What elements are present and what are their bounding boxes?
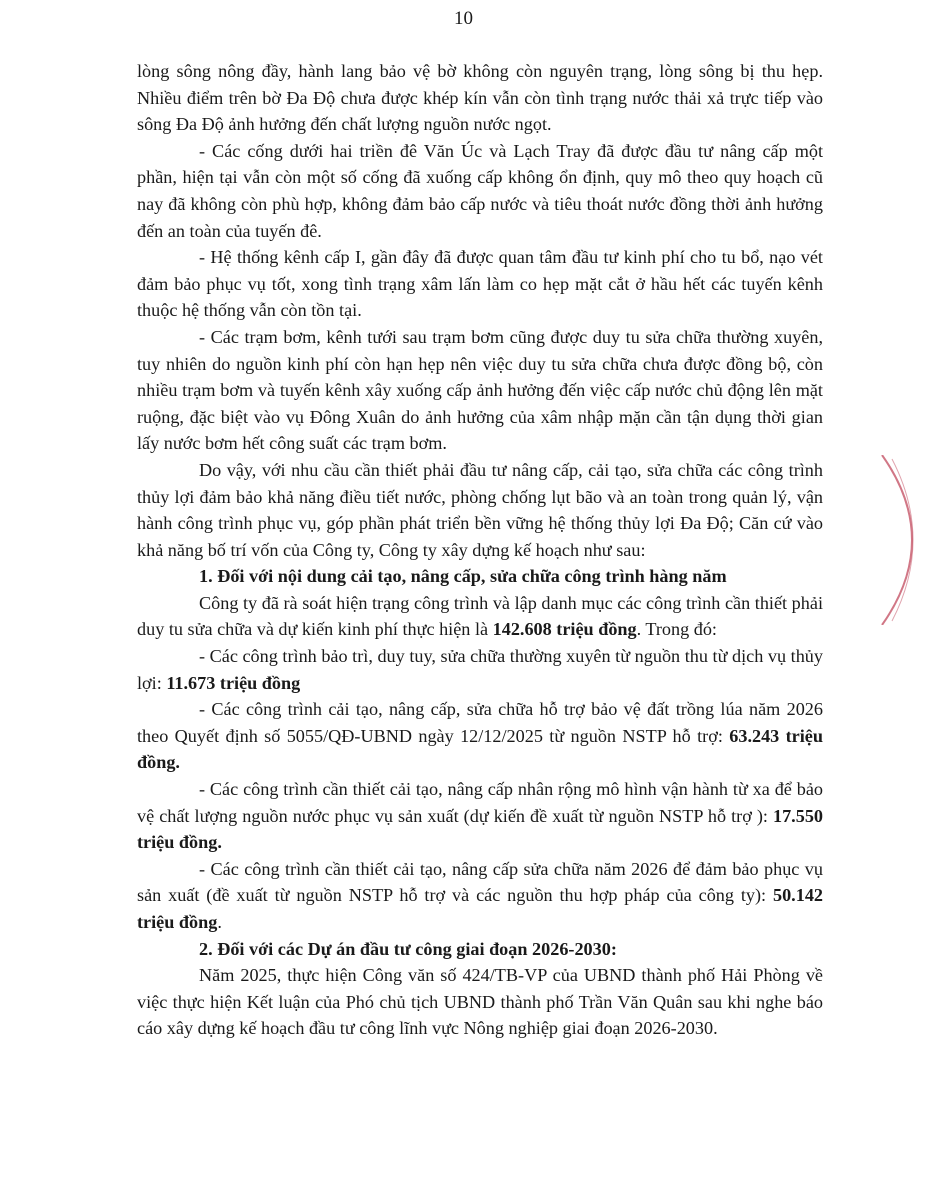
item-tail: . [217, 912, 222, 932]
heading-public-investment: 2. Đối với các Dự án đầu tư công giai đoạn 2026-2030: [199, 938, 617, 959]
item-text: - Các công trình cần thiết cải tạo, nâng cấp sửa chữa năm 2026 để đảm bảo phục vụ sản xuất (đề xuất từ nguồn NSTP hỗ trợ và các nguồn thu hợp pháp của công ty): [137, 858, 823, 906]
page-number: 10 [454, 8, 473, 29]
review-text: Công ty đã rà soát hiện trạng công trình và lập danh mục các công trình cần thiết phải duy tu sửa chữa và dự kiến kinh phí thực hiện là [137, 592, 823, 640]
paragraph-culverts: - Các cống dưới hai triền đê Văn Úc và Lạch Tray đã được đầu tư nâng cấp một phần, hiện tại vẫn còn một số cống đã xuống cấp không ổn định, quy mô theo quy hoạch cũ nay đã không còn phù hợp, không đảm bảo cấp nước và tiêu thoát nước đồng thời ảnh hưởng đến an toàn của tuyến đê. [137, 140, 823, 241]
paragraph-pump-stations: - Các trạm bơm, kênh tưới sau trạm bơm cũng được duy tu sửa chữa thường xuyên, tuy nhiên do nguồn kinh phí còn hạn hẹp nên việc duy tu sửa chữa chưa được đồng bộ, còn nhiều trạm bơm và tuyến kênh xây xuống cấp ảnh hưởng đến việc cấp nước chủ động lên mặt ruộng, đặc biệt vào vụ Đông Xuân do ảnh hưởng của xâm nhập mặn cần tận dụng thời gian lấy nước bơm hết công suất các trạm bơm. [137, 326, 823, 454]
paragraph-review [137, 590, 823, 643]
item-amount: 50.142 triệu đồng [137, 885, 823, 932]
paragraph-river: lòng sông nông đầy, hành lang bảo vệ bờ không còn nguyên trạng, lòng sông bị thu hẹp. Nhiều điểm trên bờ Đa Độ chưa được khép kín vẫn còn tình trạng nước thải xả trực tiếp vào sông Đa Độ ảnh hưởng đến chất lượng nguồn nước ngọt. [137, 61, 823, 135]
heading-annual-repairs: 1. Đối với nội dung cải tạo, nâng cấp, sửa chữa công trình hàng năm [199, 566, 727, 587]
seal-arc [872, 455, 927, 625]
item-text: - Các công trình cần thiết cải tạo, nâng cấp nhân rộng mô hình vận hành từ xa để bảo vệ chất lượng nguồn nước phục vụ sản xuất (dự kiến đề xuất từ nguồn NSTP hỗ trợ ): [137, 779, 823, 826]
list-item-remote-operation [137, 776, 823, 856]
list-item-upgrades-2026 [137, 856, 823, 936]
paragraph-official-letter: Năm 2025, thực hiện Công văn số 424/TB-VP của UBND thành phố Hải Phòng về việc thực hiện Kết luận của Phó chủ tịch UBND thành phố Trần Văn Quân sau khi nghe báo cáo xây dựng kế hoạch đầu tư công lĩnh vực Nông nghiệp giai đoạn 2026-2030. [137, 965, 823, 1039]
review-amount: 142.608 triệu đồng [492, 619, 637, 640]
list-item-maintenance [137, 643, 823, 696]
item-amount: 17.550 triệu đồng. [137, 805, 823, 853]
review-tail: . Trong đó: [636, 619, 717, 640]
paragraph-conclusion: Do vậy, với nhu cầu cần thiết phải đầu tư nâng cấp, cải tạo, sửa chữa các công trình thủy lợi đảm bảo khả năng điều tiết nước, phòng chống lụt bão và an toàn trong quản lý, vận hành công trình phục vụ, góp phần phát triển bền vững hệ thống thủy lợi Đa Độ; Căn cứ vào khả năng bố trí vốn của Công ty, Công ty xây dựng kế hoạch như sau: [137, 459, 823, 560]
paragraph-canals: - Hệ thống kênh cấp I, gần đây đã được quan tâm đầu tư kinh phí cho tu bổ, nạo vét đảm bảo phục vụ tốt, xong tình trạng xâm lấn làm co hẹp mặt cắt ở hầu hết các tuyến kênh thuộc hệ thống vẫn còn tồn tại. [137, 247, 823, 321]
item-amount: 63.243 triệu đồng. [137, 725, 823, 773]
list-item-rice-land [137, 696, 823, 776]
item-amount: 11.673 triệu đồng [166, 672, 301, 693]
item-text: - Các công trình cải tạo, nâng cấp, sửa chữa hỗ trợ bảo vệ đất trồng lúa năm 2026 theo Quyết định số 5055/QĐ-UBND ngày 12/12/2025 từ nguồn NSTP hỗ trợ: [137, 699, 823, 746]
red-seal-edge [872, 455, 927, 625]
item-text: - Các công trình bảo trì, duy tuy, sửa chữa thường xuyên từ nguồn thu từ dịch vụ thủy lợi: [137, 646, 823, 693]
document-body [137, 58, 823, 1042]
